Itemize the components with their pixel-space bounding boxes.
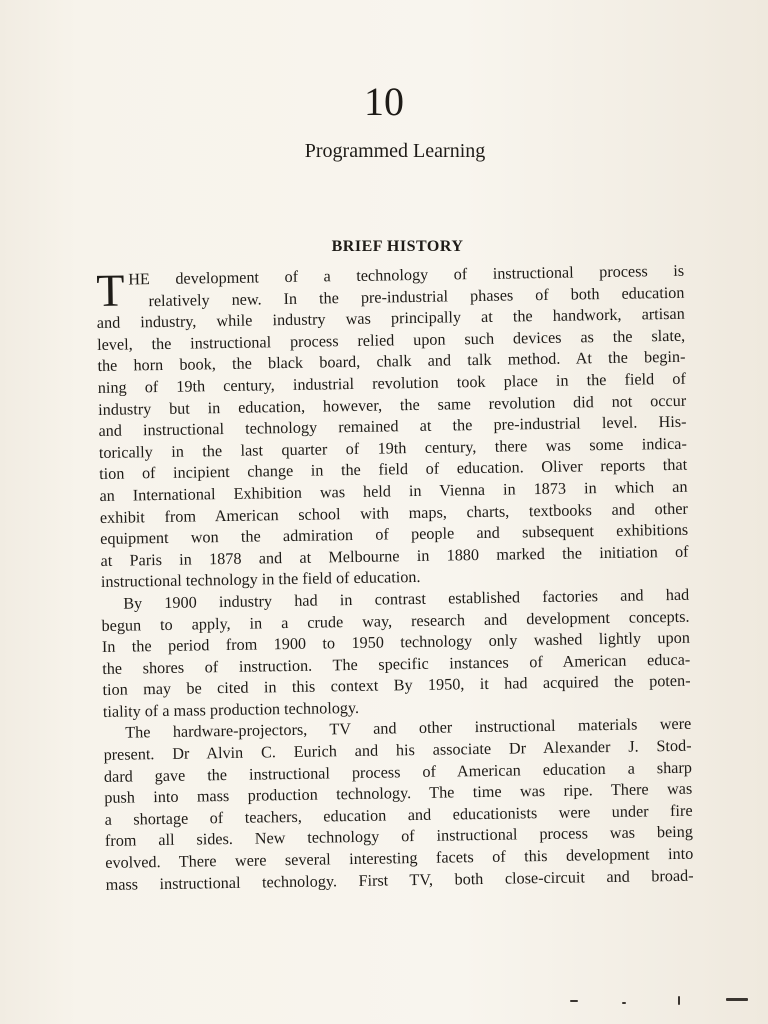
text-line: begun to apply, in a crude way, research and development concepts. [101,607,690,635]
text-line: an International Exhibition was held in Vienna in 1873 in which an [99,477,688,505]
text-line: the shores of instruction. The specific instances of American educa- [102,650,691,678]
text-line: industry but in education, however, the same revolution did not occur [98,391,687,419]
text-line: HE development of a technology of instructional process is [128,261,685,289]
text-line: tiality of a mass production technology. [102,698,360,721]
text-line: the horn book, the black board, chalk and talk method. At the begin- [97,348,686,376]
text-line: By 1900 industry had in contrast established factories and had [123,585,690,613]
section-heading: BRIEF HISTORY [331,238,464,255]
text-line: dard gave the instructional process of American education a sharp [103,758,693,786]
text-line: exhibit from American school with maps, charts, textbooks and other [99,499,688,527]
text-line: tion of incipient change in the field of education. Oliver reports that [99,456,688,484]
text-line: In the period from 1900 to 1950 technology only washed lightly upon [101,628,690,657]
text-line: push into mass production technology. The time was ripe. There was [104,779,693,808]
drop-cap: T [95,264,125,316]
text-line: present. Dr Alvin C. Eurich and his associate Dr Alexander J. Stod- [103,736,692,765]
body-text [96,261,694,896]
text-line: at Paris in 1878 and at Melbourne in 1880 marked the initiation of [100,542,689,570]
chapter-number: 10 [364,79,404,124]
chapter-title: Programmed Learning [304,140,486,162]
text-line: torically in the last quarter of 19th century, there was some indica- [98,434,687,462]
text-line: evolved. There were several interesting facets of this development into [105,844,694,872]
text-line: tion may be cited in this context By 1950, it had acquired the poten- [102,671,691,700]
scan-specks [560,996,760,1006]
text-line: The hardware-projectors, TV and other instructional materials were [125,715,692,743]
text-line: and instructional technology remained at the pre-industrial level. His- [98,412,687,441]
text-line: a shortage of teachers, education and educationists were under fire [104,801,693,829]
text-line: instructional technology in the field of education. [100,568,421,592]
text-line: equipment won the admiration of people and subsequent exhibitions [100,520,689,549]
text-line: mass instructional technology. First TV, both close-circuit and broad- [105,866,694,894]
text-line: ning of 19th century, industrial revolution took place in the field of [97,369,686,397]
text-line: from all sides. New technology of instructional process was being [104,823,694,851]
text-line: and industry, while industry was principally at the handwork, artisan [96,304,685,333]
text-line: relatively new. In the pre-industrial phases of both education [148,283,685,310]
text-line: level, the instructional process relied upon such devices as the slate, [97,326,686,354]
